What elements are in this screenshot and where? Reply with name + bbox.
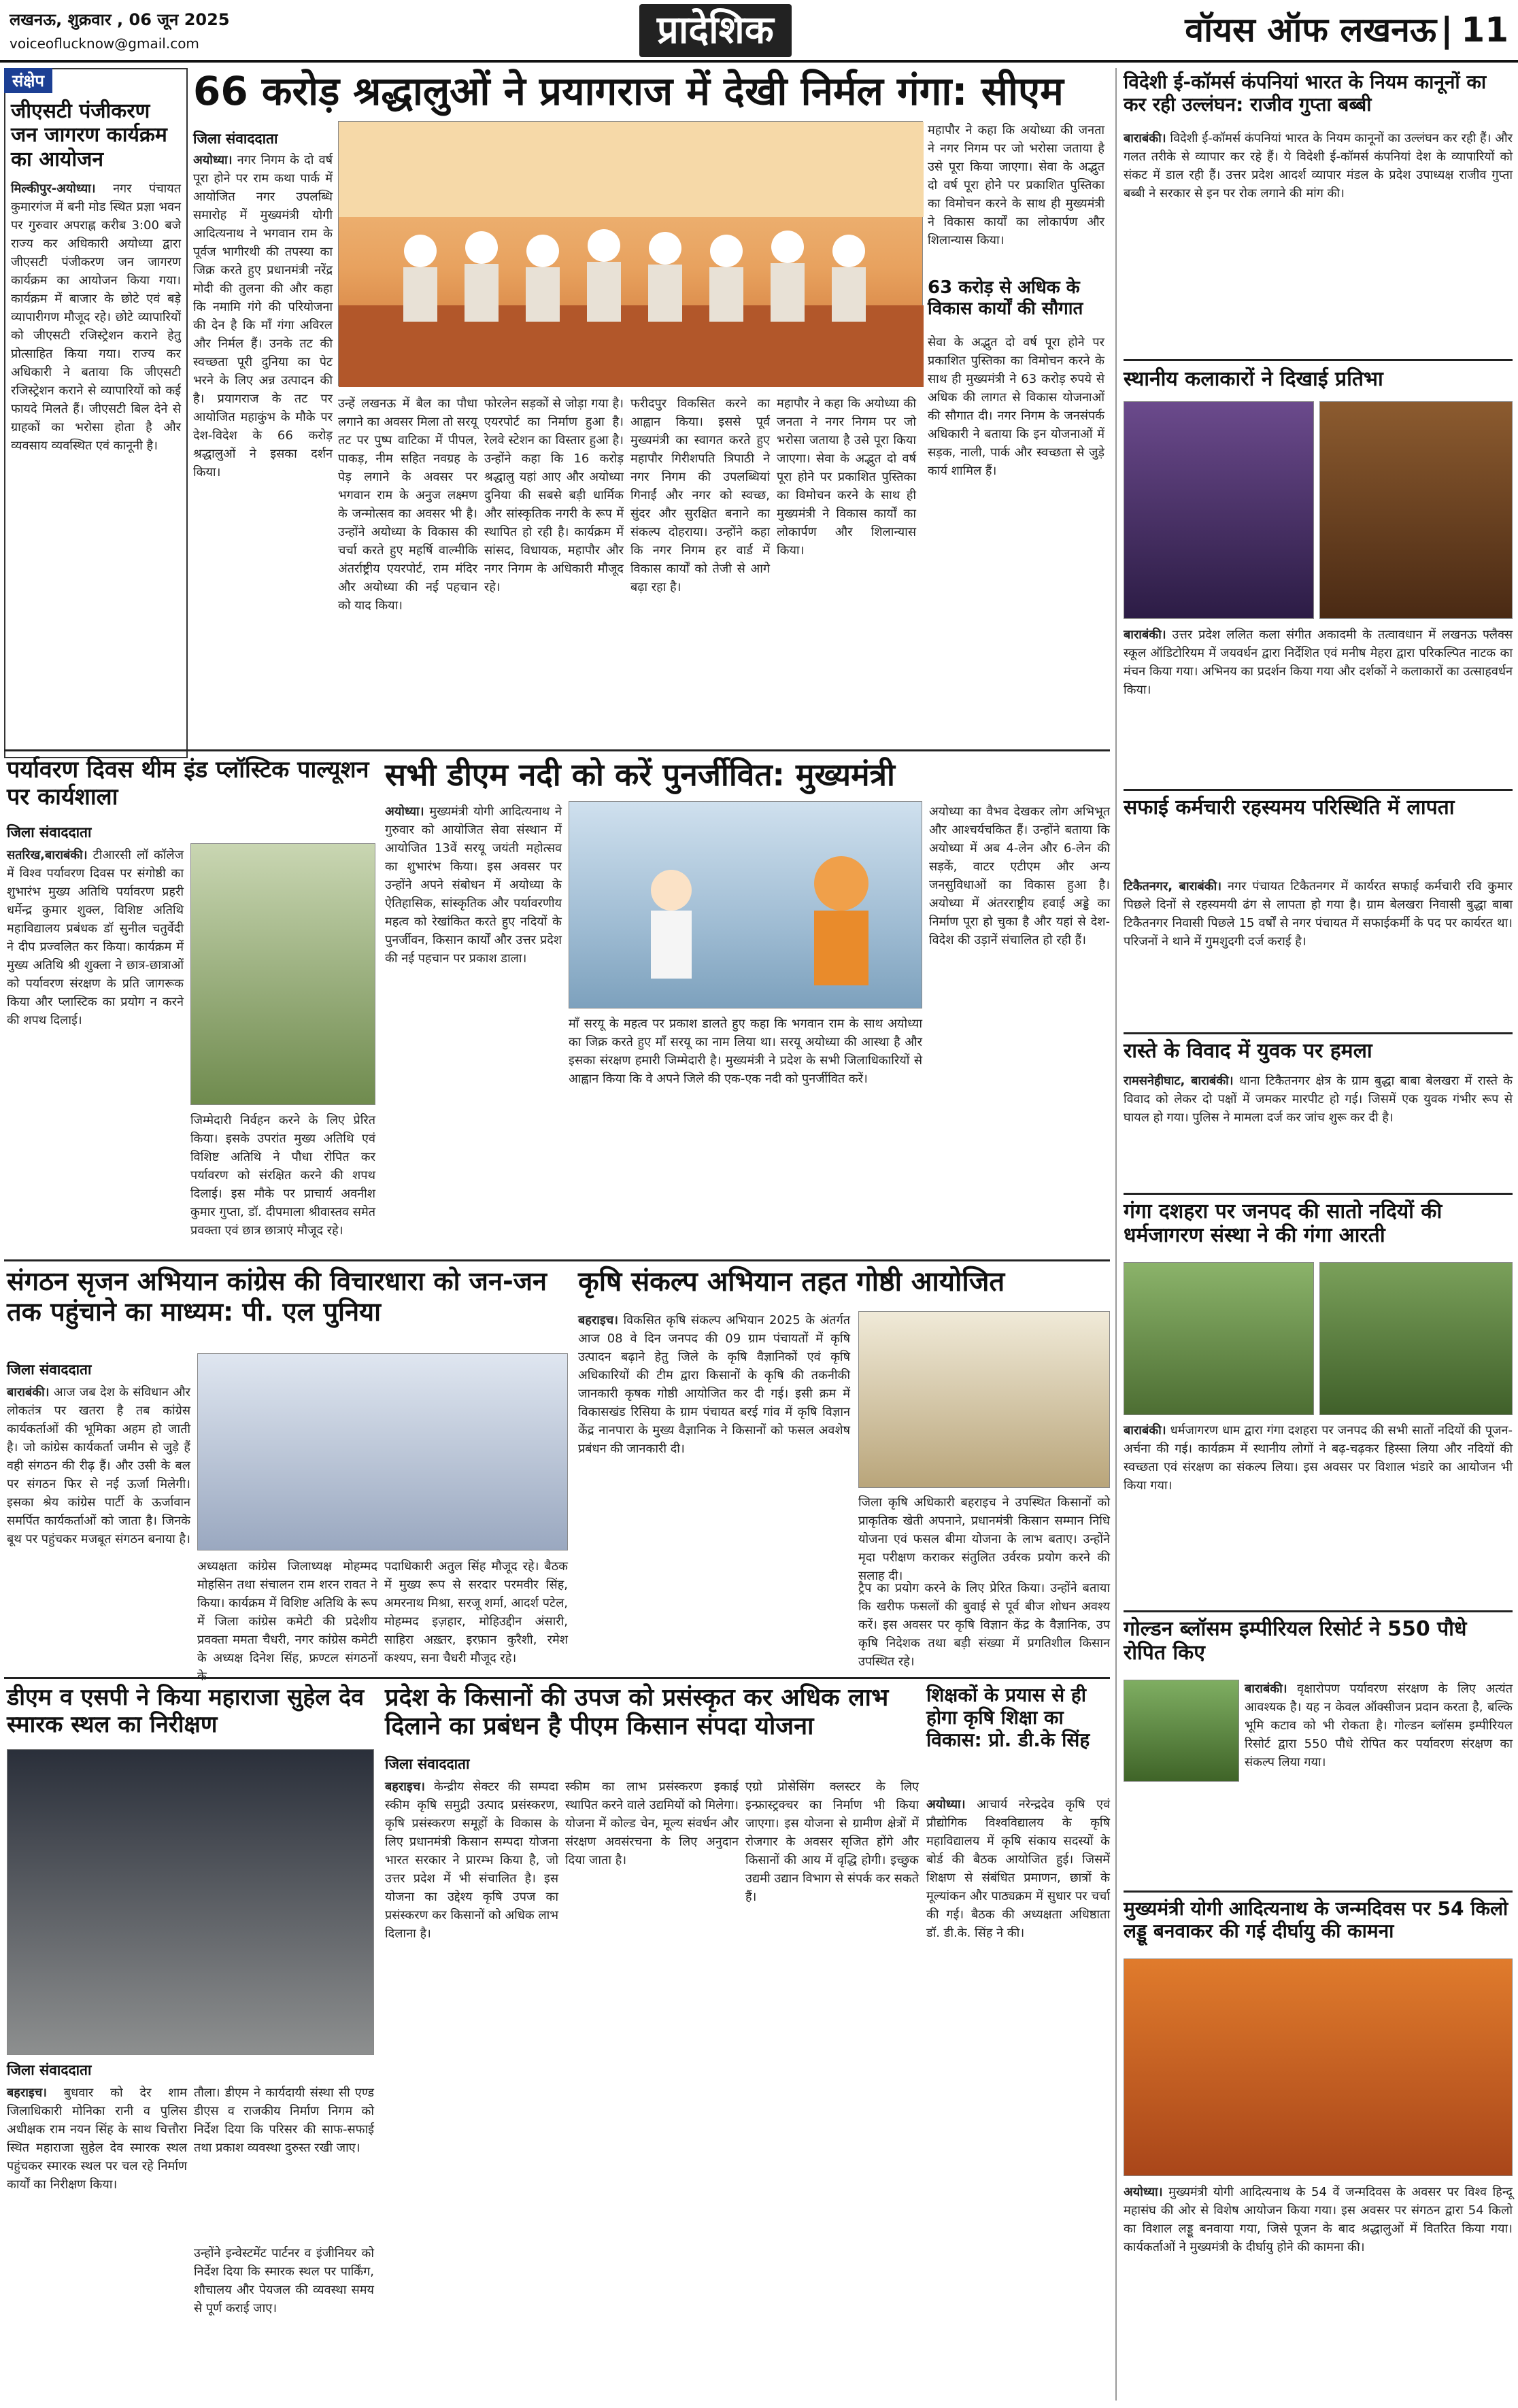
gst-body bbox=[11, 180, 181, 751]
suheldev-photo bbox=[7, 1749, 374, 2055]
ecommerce-text: विदेशी ई-कॉमर्स कंपनियां भारत के नियम कानूनों का उल्लंघन कर रही हैं। और गलत तरीके से व्यापार कर रहे हैं। ये विदेशी ई-कॉमर्स कंपनियां देश के व्यापारियों को संकट में डाल रही हैं। उत्तर प्रदेश आदर्श व्यापार मंडल के प्रदेश उपाध्यक्ष राजीव गुप्ता बब्बी ने सरकार से इन पर रोक लगाने की मांग की। bbox=[1124, 131, 1513, 201]
missing-headline: सफाई कर्मचारी रहस्यमय परिस्थिति में लापता bbox=[1124, 796, 1455, 819]
suheldev-dateline: बहराइच। bbox=[7, 2086, 47, 2100]
lead-subheadline: 63 करोड़ से अधिक के विकास कार्यों की सौगात bbox=[928, 277, 1083, 319]
shiksha-text: आचार्य नरेन्द्रदेव कृषि एवं प्रौद्योगिक विश्वविद्यालय के कृषि महाविद्यालय में कृषि संकाय सदस्यों के बोर्ड की बैठक आयोजित हुई। जिसमें शिक्षण से संबंधित प्रमाणन, छात्रों के मूल्यांकन और पाठ्यक्रम में सुधार पर चर्चा की गई। बैठक की अध्यक्षता अधिष्ठाता डॉ. डी.के. सिंह ने की। bbox=[926, 1797, 1110, 1940]
laddu-text: मुख्यमंत्री योगी आदित्यनाथ के 54 वें जन्मदिवस के अवसर पर विश्व हिन्दू महासंघ की ओर से विशेष आयोजन किया गया। इस अवसर पर संगठन द्वारा 54 किलो का विशाल लड्डू बनवाया गया, जिसे पूजन के बाद श्रद्धालुओं में वितरित किया गया। कार्यकर्ताओं ने मुख्यमंत्री के दीर्घायु होने की कामना की। bbox=[1124, 2185, 1513, 2254]
brand-name: वॉयस ऑफ लखनऊ bbox=[1185, 10, 1437, 50]
workshop-body bbox=[7, 846, 184, 1254]
suheldev-headline: डीएम व एसपी ने किया महाराजा सुहेल देव स्मारक स्थल का निरीक्षण bbox=[7, 1684, 365, 1739]
sidebar-brief bbox=[4, 68, 188, 758]
laddu-body bbox=[1124, 2183, 1513, 2401]
brief-tag: संक्षेप bbox=[4, 68, 52, 93]
ecommerce-dateline: बाराबंकी। bbox=[1124, 131, 1166, 146]
rivers-body-3: अयोध्या का वैभव देखकर लोग अभिभूत और आश्चर्यचकित हैं। उन्होंने बताया कि अयोध्या में अब 4-लेन और 6-लेन की सड़कें, वाटर एटीएम और अन्य जनसुविधाओं का विकास हुआ है। अयोध्या में अंतरराष्ट्रीय हवाई अड्डे का निर्माण पूरा हो चुका है और यहां से देश-विदेश की उड़ानें संचालित हो रही हैं। bbox=[929, 804, 1110, 947]
contact-email[interactable]: voiceoflucknow@gmail.com bbox=[10, 35, 199, 52]
resort-photo bbox=[1124, 1680, 1239, 1782]
laddu-dateline: अयोध्या। bbox=[1124, 2185, 1163, 2199]
lead-body-3: फोरलेन सड़कों से जोड़ा गया है। एयरपोर्ट का निर्माण हुआ है। रेलवे स्टेशन का विस्तार हुआ है। उन्होंने कहा कि 16 करोड़ श्रद्धालु यहां आए और अयोध्या दुनिया की सबसे बड़ी धार्मिक और सांस्कृतिक नगरी के रूप में स्थापित हो रही है। कार्यक्रम में सांसद, विधायक, महापौर और नगर निगम के अधिकारी मौजूद रहे। bbox=[484, 396, 624, 594]
divider bbox=[1124, 1890, 1513, 1893]
congress-body bbox=[7, 1383, 190, 1669]
attack-headline: रास्ते के विवाद में युवक पर हमला bbox=[1124, 1039, 1372, 1063]
attack-body bbox=[1124, 1072, 1513, 1187]
krishi-dateline: बहराइच। bbox=[578, 1313, 618, 1327]
divider bbox=[1124, 1193, 1513, 1195]
ganga-text: धर्मजागरण धाम द्वारा गंगा दशहरा पर जनपद की सभी सातों नदियों की पूजन-अर्चना की गई। कार्यक्रम में स्थानीय लोगों ने बढ़-चढ़कर हिस्सा लिया और नदियों की स्वच्छता एवं संरक्षण का संकल्प लिया। इस अवसर पर विशाल भंडारे का आयोजन भी किया गया। bbox=[1124, 1423, 1513, 1493]
lead-sub-body: सेवा के अद्भुत दो वर्ष पूरा होने पर प्रकाशित पुस्तिका का विमोचन करने के साथ ही मुख्यमंत्री ने 63 करोड़ रुपये से अधिक की लागत से विकास योजनाओं की सौगात दी। नगर निगम के जनसंपर्क अधिकारी ने बताया कि इन योजनाओं में सड़क, नाली, पार्क और स्वच्छता से जुड़े कार्य शामिल हैं। bbox=[928, 335, 1104, 478]
resort-headline: गोल्डन ब्लॉसम इम्पीरियल रिसोर्ट ने 550 पौधे रोपित किए bbox=[1124, 1617, 1467, 1665]
lead-headline: 66 करोड़ श्रद्धालुओं ने प्रयागराज में देखी निर्मल गंगा: सीएम bbox=[193, 68, 1064, 114]
divider bbox=[4, 1259, 1110, 1261]
sampada-text: केन्द्रीय सेक्टर की सम्पदा स्कीम कृषि समुद्री उत्पाद प्रसंस्करण, कृषि प्रसंस्करण समूहों के विकास के लिए प्रधानमंत्री किसान सम्पदा योजना भारत सरकार ने प्रारम्भ किया है, जो उत्तर प्रदेश में भी संचालित है। इस योजना का उद्देश्य कृषि उपज का प्रसंस्करण कर किसानों को अधिक लाभ दिलाना है। bbox=[385, 1780, 558, 1941]
workshop-headline: पर्यावरण दिवस थीम इंड प्लॉस्टिक पाल्यूशन पर कार्यशाला bbox=[7, 756, 369, 811]
workshop-byline: जिला संवाददाता bbox=[7, 824, 92, 841]
section-title: प्रादेशिक bbox=[639, 4, 792, 57]
divider bbox=[1124, 359, 1513, 361]
ganga-photo-left bbox=[1124, 1262, 1314, 1415]
workshop-dateline: सतरिख,बाराबंकी। bbox=[7, 848, 88, 862]
krishi-body-3: ट्रैप का प्रयोग करने के लिए प्रेरित किया। उन्होंने बताया कि खरीफ फसलों की बुवाई से पूर्व बीज शोधन अवश्य करें। इस अवसर पर कृषि विज्ञान केंद्र के वैज्ञानिक, उप कृषि निदेशक तथा बड़ी संख्या में प्रगतिशील किसान उपस्थित रहे। bbox=[858, 1581, 1110, 1669]
suheldev-body-3: उन्होंने इन्वेस्टमेंट पार्टनर व इंजीनियर को निर्देश दिया कि स्मारक स्थल पर पार्किंग, शौचालय और पेयजल की व्यवस्था समय से पूर्ण कराई जाए। bbox=[194, 2246, 374, 2316]
ecommerce-body bbox=[1124, 129, 1513, 354]
ganga-photo-right bbox=[1319, 1262, 1513, 1415]
ecommerce-headline: विदेशी ई-कॉमर्स कंपनियां भारत के नियम कानूनों का कर रही उल्लंघन: राजीव गुप्ता बब्बी bbox=[1124, 71, 1487, 116]
lead-body-6: महापौर ने कहा कि अयोध्या की जनता ने नगर निगम पर जो भरोसा जताया है उसे पूरा किया जाएगा। सेवा के अद्भुत दो वर्ष पूरा होने पर प्रकाशित पुस्तिका का विमोचन करने के साथ ही मुख्यमंत्री ने विकास कार्यों का लोकार्पण और शिलान्यास किया। bbox=[928, 123, 1104, 248]
brand-logo: वॉयस ऑफ लखनऊ | 11 bbox=[1185, 10, 1508, 50]
artists-dateline: बाराबंकी। bbox=[1124, 628, 1166, 642]
congress-headline: संगठन सृजन अभियान कांग्रेस की विचारधारा को जन-जन तक पहुंचाने का माध्यम: पी. एल पुनिया bbox=[7, 1266, 547, 1327]
suheldev-body bbox=[7, 2084, 187, 2403]
workshop-text: टीआरसी लॉ कॉलेज में विश्व पर्यावरण दिवस पर संगोष्ठी का शुभारंभ मुख्य अतिथि पर्यावरण प्रहरी धर्मेन्द्र कुमार शुक्ल, विशिष्ट अतिथि महाविद्यालय प्रबंधक डॉ सुनील चतुर्वेदी ने दीप प्रज्वलित कर किया। कार्यक्रम में मुख्य अतिथि श्री शुक्ला ने छात्र-छात्राओं को पर्यावरण संरक्षण के प्रति जागरूक किया और प्लास्टिक का प्रयोग न करने की शपथ दिलाई। bbox=[7, 848, 184, 1028]
lead-body-5: महापौर ने कहा कि अयोध्या की जनता ने नगर निगम पर जो भरोसा जताया है उसे पूरा किया जाएगा। सेवा के अद्भुत दो वर्ष पूरा होने पर प्रकाशित पुस्तिका का विमोचन करने के साथ ही मुख्यमंत्री ने विकास कार्यों का लोकार्पण और शिलान्यास किया। bbox=[777, 396, 916, 558]
attack-text: थाना टिकैतनगर क्षेत्र के ग्राम बुद्धा बाबा बेलखरा में रास्ते के विवाद को लेकर दो पक्षों में जमकर मारपीट हो गई। जिसमें एक युवक गंभीर रूप से घायल हो गया। पुलिस ने मामला दर्ज कर जांच शुरू कर दी है। bbox=[1124, 1074, 1513, 1125]
congress-body-3: पदाधिकारी अतुल सिंह मौजूद रहे। बैठक में मुख्य रूप से सरदार परमवीर सिंह, अमरनाथ मिश्रा, सरजू शर्मा, आदर्श पटेल, मोहम्मद इज़हार, मोहिउद्दीन अंसारी, साहिरा अख़्तर, इरफ़ान कुरैशी, रमेश कश्यप, सना चैधरी मौजूद रहे। bbox=[384, 1559, 568, 1665]
artists-photo-left bbox=[1124, 401, 1314, 619]
rivers-photo bbox=[569, 801, 922, 1008]
shiksha-dateline: अयोध्या। bbox=[926, 1797, 966, 1812]
divider bbox=[1124, 1610, 1513, 1612]
workshop-body-2: जिम्मेदारी निर्वहन करने के लिए प्रेरित किया। इसके उपरांत मुख्य अतिथि एवं विशिष्ट अतिथि ने पौधा रोपित कर पर्यावरण को संरक्षित करने की शपथ दिलाई। इस मौके पर प्राचार्य अवनीश कुमार गुप्ता, डॉ. दीपमाला श्रीवास्तव समेत प्रवक्ता एवं छात्र छात्राएं मौजूद रहे। bbox=[190, 1113, 375, 1238]
krishi-body-2: जिला कृषि अधिकारी बहराइच ने उपस्थित किसानों को प्राकृतिक खेती अपनाने, प्रधानमंत्री किसान सम्मान निधि योजना एवं फसल बीमा योजना के लाभ बताए। उन्होंने मृदा परीक्षण कराकर संतुलित उर्वरक प्रयोग करने की सलाह दी। bbox=[858, 1495, 1110, 1583]
page-number: 11 bbox=[1461, 10, 1508, 50]
rivers-body bbox=[385, 802, 562, 1251]
lead-byline: जिला संवाददाता bbox=[193, 131, 278, 147]
artists-body bbox=[1124, 626, 1513, 782]
congress-byline: जिला संवाददाता bbox=[7, 1361, 92, 1378]
divider bbox=[4, 749, 1110, 751]
divider bbox=[1124, 1032, 1513, 1034]
rivers-headline: सभी डीएम नदी को करें पुनर्जीवित: मुख्यमंत्री bbox=[385, 756, 895, 793]
missing-text: नगर पंचायत टिकैतनगर में कार्यरत सफाई कर्मचारी रवि कुमार पिछले दिनों से रहस्यमयी ढंग से लापता हो गया है। ग्राम बेलखरा निवासी बुद्धा बाबा टिकैतनगर निवासी पिछले 15 वर्षों से नगर पंचायत में सफाईकर्मी के पद पर कार्यरत था। परिजनों ने थाने में गुमशुदगी दर्ज कराई है। bbox=[1124, 879, 1513, 949]
missing-body bbox=[1124, 877, 1513, 1027]
lead-body-2: उन्हें लखनऊ में बैल का पौधा लगाने का अवसर मिला तो सरयू तट पर पुष्प वाटिका में पीपल, पाकड़, नीम सहित नवग्रह के पेड़ लगाने के अवसर पर भगवान राम के अनुज लक्ष्मण के जन्मोत्सव का अवसर भी है। उन्होंने अयोध्या के विकास की चर्चा करते हुए महर्षि वाल्मीकि अंतर्राष्ट्रीय एयरपोर्ट, राम मंदिर और अयोध्या की नई पहचान को याद किया। bbox=[338, 396, 477, 613]
suheldev-body-2: तौला। डीएम ने कार्यदायी संस्था सी एण्ड डीएस व राजकीय निर्माण निगम को निर्देश दिया कि परिसर की साफ-सफाई तथा प्रकाश व्यवस्था दुरुस्त रखी जाए। bbox=[194, 2086, 374, 2155]
sampada-body-3: एग्रो प्रोसेसिंग क्लस्टर के लिए इन्फ्रास्ट्रक्चर का निर्माण भी किया जाएगा। इस योजना से ग्रामीण क्षेत्रों में रोजगार के अवसर सृजित होंगे और किसानों की आय में वृद्धि होगी। इच्छुक उद्यमी उद्यान विभाग से संपर्क कर सकते हैं। bbox=[745, 1780, 919, 1904]
resort-body bbox=[1245, 1680, 1513, 1884]
workshop-photo bbox=[190, 843, 375, 1105]
ganga-dateline: बाराबंकी। bbox=[1124, 1423, 1166, 1438]
lead-text: नगर निगम के दो वर्ष पूरा होने पर राम कथा पार्क में आयोजित नगर उपलब्धि समारोह में मुख्यमंत्री योगी आदित्यनाथ ने भगवान राम के पूर्वज भागीरथी की तपस्या का जिक्र करते हुए प्रधानमंत्री नरेंद्र मोदी की तुलना की और कहा कि नमामि गंगे की परियोजना की देन है कि माँ गंगा अविरल और निर्मल हैं। उनके तट की स्वच्छता पूरी दुनिया का पेट भरने के लिए अन्न उत्पादन की है। प्रयागराज के तट पर आयोजित महाकुंभ के मौके पर देश-विदेश के 66 करोड़ श्रद्धालुओं ने इसका दर्शन किया। bbox=[193, 153, 333, 479]
congress-photo bbox=[197, 1353, 568, 1550]
shiksha-body bbox=[926, 1795, 1110, 2401]
ganga-body bbox=[1124, 1421, 1513, 1605]
artists-headline: स्थानीय कलाकारों ने दिखाई प्रतिभा bbox=[1124, 367, 1383, 391]
krishi-text: विकसित कृषि संकल्प अभियान 2025 के अंतर्गत आज 08 वे दिन जनपद की 09 ग्राम पंचायतों में कृषि उत्पादन बढ़ाने हेतु जिले के कृषि वैज्ञानिकों एवं कृषि अधिकारियों की टीम द्वारा किसानों के कृषि की तकनीकी जानकारी कृषक गोष्ठी आयोजित कर दी गई। इसी क्रम में विकासखंड रिसिया के ग्राम पंचायत बरई गांव में कृषि विज्ञान केंद्र नानपारा के मुख्य वैज्ञानिक ने किसानों को फसल अवशेष प्रबंधन की जानकारी दी। bbox=[578, 1313, 850, 1456]
sampada-dateline: बहराइच। bbox=[385, 1780, 425, 1794]
resort-dateline: बाराबंकी। bbox=[1245, 1682, 1287, 1696]
laddu-headline: मुख्यमंत्री योगी आदित्यनाथ के जन्मदिवस पर 54 किलो लड्डू बनवाकर की गई दीर्घायु की कामना bbox=[1124, 1897, 1508, 1943]
shiksha-headline: शिक्षकों के प्रयास से ही होगा कृषि शिक्षा का विकास: प्रो. डी.के सिंह bbox=[926, 1684, 1090, 1752]
gst-dateline: मिल्कीपुर-अयोध्या। bbox=[11, 182, 96, 197]
issue-date: लखनऊ, शुक्रवार , 06 जून 2025 bbox=[10, 10, 230, 29]
lead-body bbox=[193, 151, 333, 491]
laddu-photo bbox=[1124, 1958, 1513, 2176]
gst-text: नगर पंचायत कुमारगंज में बनी मोड स्थित प्रज्ञा भवन पर गुरुवार अपराह्न करीब 3:00 बजे राज्य कर अधिकारी अयोध्या द्वारा जीएसटी पंजीकरण जन जागरण कार्यक्रम का आयोजन किया गया। कार्यक्रम में बाजार के छोटे एवं बड़े व्यापारीगण मौजूद रहे। छोटे व्यापारियों को जीएसटी रजिस्ट्रेशन कराने हेतु प्रोत्साहित किया गया। राज्य कर अधिकारी ने बताया कि जीएसटी रजिस्ट्रेशन कराने से व्यापारियों को कई फायदे मिलते हैं। जीएसटी बिल देने से ग्राहकों का भरोसा होता है और व्यवसाय व्यवस्थित एवं कानूनी है। bbox=[11, 182, 181, 454]
divider bbox=[4, 1677, 1110, 1679]
lead-dateline: अयोध्या। bbox=[193, 153, 233, 167]
sampada-headline: प्रदेश के किसानों की उपज को प्रसंस्कृत कर अधिक लाभ दिलाने का प्रबंधन है पीएम किसान संपदा योजना bbox=[385, 1684, 889, 1741]
right-column-rule bbox=[1115, 68, 1117, 2401]
artists-photo-right bbox=[1319, 401, 1513, 619]
rivers-body-2: माँ सरयू के महत्व पर प्रकाश डालते हुए कहा कि भगवान राम के साथ अयोध्या का जिक्र करते हुए माँ सरयू का नाम लिया था। सरयू अयोध्या की आस्था है और इसका संरक्षण हमारी जिम्मेदारी है। मुख्यमंत्री ने प्रदेश के सभी जिलाधिकारियों से आह्वान किया कि वे अपने जिले की एक-एक नदी को पुनर्जीवित करें। bbox=[569, 1017, 922, 1086]
krishi-photo bbox=[858, 1311, 1110, 1488]
krishi-headline: कृषि संकल्प अभियान तहत गोष्ठी आयोजित bbox=[578, 1266, 1005, 1298]
lead-photo-stage bbox=[338, 121, 923, 386]
gst-headline: जीएसटी पंजीकरण जन जागरण कार्यक्रम का आयोजन bbox=[11, 99, 167, 171]
sampada-body bbox=[385, 1778, 558, 2403]
sampada-byline: जिला संवाददाता bbox=[385, 1756, 470, 1772]
resort-text: वृक्षारोपण पर्यावरण संरक्षण के लिए अत्यंत आवश्यक है। यह न केवल ऑक्सीजन प्रदान करता है, बल्कि भूमि कटाव को भी रोकता है। गोल्डन ब्लॉसम इम्पीरियल रिसोर्ट द्वारा 550 पौधे रोपित कर पर्यावरण संरक्षण का संकल्प लिया गया। bbox=[1245, 1682, 1513, 1769]
ganga-headline: गंगा दशहरा पर जनपद की सातो नदियों की धर्मजागरण संस्था ने की गंगा आरती bbox=[1124, 1200, 1443, 1248]
lead-body-4: फरीदपुर विकसित करने का आह्वान किया। इससे पूर्व मुख्यमंत्री का स्वागत करते हुए महापौर गिरीशपति त्रिपाठी ने नगर निगम की उपलब्धियां गिनाईं और नगर को स्वच्छ, सुंदर और सुरक्षित बनाने का संकल्प दोहराया। उन्होंने कहा कि नगर निगम हर वार्ड में विकास कार्यों को तेजी से आगे बढ़ा रहा है। bbox=[630, 396, 770, 594]
congress-dateline: बाराबंकी। bbox=[7, 1385, 50, 1400]
suheldev-byline: जिला संवाददाता bbox=[7, 2062, 92, 2078]
divider bbox=[1124, 789, 1513, 791]
sampada-body-2: स्कीम का लाभ प्रसंस्करण इकाई स्थापित करने वाले उद्यमियों को मिलेगा। योजना में कोल्ड चेन, मूल्य संवर्धन और संरक्षण अवसंरचना के लिए अनुदान दिया जाता है। bbox=[565, 1780, 739, 1867]
rivers-dateline: अयोध्या। bbox=[385, 804, 424, 819]
artists-text: उत्तर प्रदेश ललित कला संगीत अकादमी के तत्वावधान में लखनऊ फ्लैक्स स्कूल ऑडिटोरियम में जयवर्धन द्वारा निर्देशित एवं मनीष मेहरा द्वारा परिकल्पित नाटक का मंचन किया गया। अभिनय का प्रदर्शन किया गया और दर्शकों ने कलाकारों का उत्साहवर्धन किया। bbox=[1124, 628, 1513, 697]
suheldev-text: बुधवार को देर शाम जिलाधिकारी मोनिका रानी व पुलिस अधीक्षक राम नयन सिंह के साथ चित्तौरा स्थित महाराजा सुहेल देव स्मारक स्थल पहुंचकर स्मारक स्थल पर चल रहे निर्माण कार्यों का निरीक्षण किया। bbox=[7, 2086, 187, 2192]
missing-dateline: टिकैतनगर, बाराबंकी। bbox=[1124, 879, 1222, 894]
attack-dateline: रामसनेहीघाट, बाराबंकी। bbox=[1124, 1074, 1234, 1088]
rivers-text: मुख्यमंत्री योगी आदित्यनाथ ने गुरुवार को आयोजित सेवा संस्थान में आयोजित 13वें सरयू जयंती महोत्सव का शुभारंभ किया। इस अवसर पर उन्होंने अपने संबोधन में अयोध्या के ऐतिहासिक, सांस्कृतिक और पर्यावरणीय महत्व को रेखांकित करते हुए नदियों के पुनर्जीवन, किसान कार्यों और उत्तर प्रदेश की नई पहचान पर प्रकाश डाला। bbox=[385, 804, 562, 966]
congress-body-2: अध्यक्षता कांग्रेस जिलाध्यक्ष मोहम्मद मोहसिन तथा संचालन राम शरन रावत ने किया। कार्यक्रम में विशिष्ट अतिथि के रूप में जिला कांग्रेस कमेटी की प्रदेशीय प्रवक्ता ममता चैधरी, नगर कांग्रेस कमेटी के अध्यक्ष दिनेश सिंह, फ्रण्टल संगठनों के bbox=[197, 1559, 377, 1684]
krishi-body bbox=[578, 1311, 850, 1665]
congress-text: आज जब देश के संविधान और लोकतंत्र पर खतरा है तब कांग्रेस कार्यकर्ताओं की भूमिका अहम हो जाती है। जो कांग्रेस कार्यकर्ता जमीन से जुड़े हैं वही संगठन की रीढ़ हैं। और उसी के बल पर संगठन फिर से नई ऊर्जा मिलेगी। इसका श्रेय कांग्रेस पार्टी के ऊर्जावान समर्पित कार्यकर्ताओं को जाता है। जिनके बूथ पर पहुंचकर मजबूत संगठन बनाया है। bbox=[7, 1385, 190, 1546]
